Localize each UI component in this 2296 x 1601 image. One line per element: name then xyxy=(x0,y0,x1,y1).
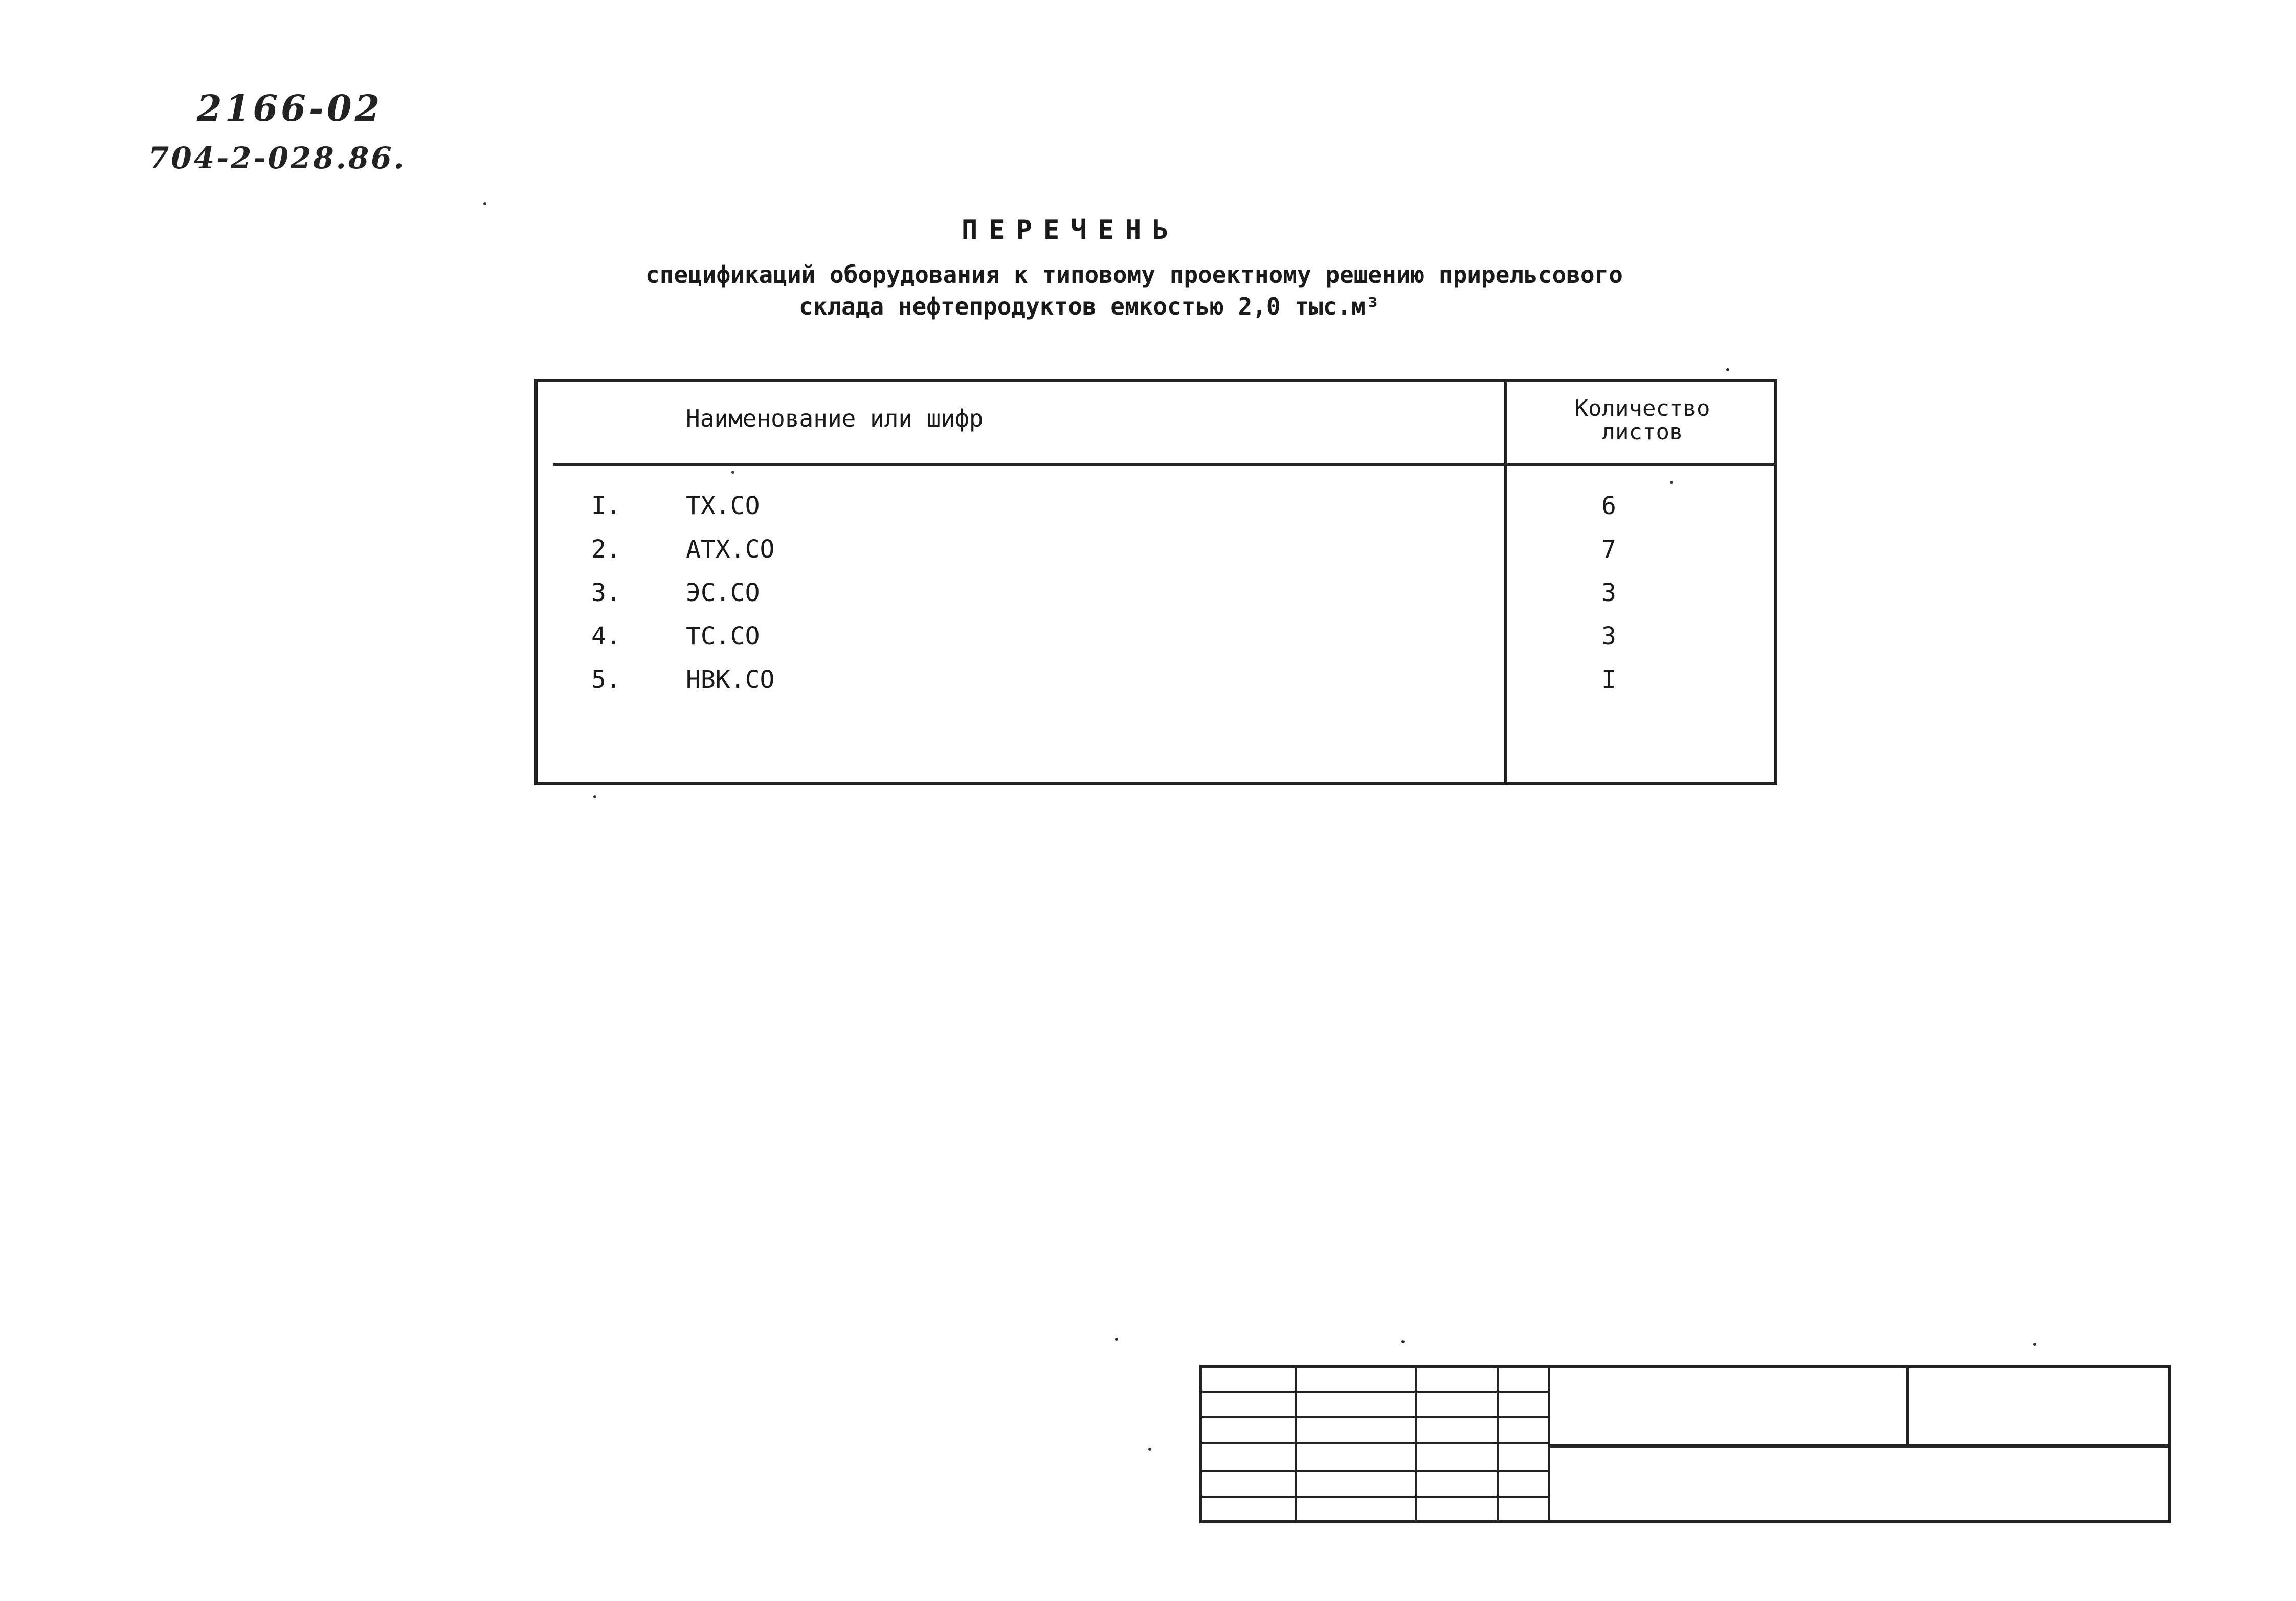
row-code: НВК.СО xyxy=(686,665,775,694)
row-quantity: 3 xyxy=(1601,579,1616,607)
title-block-stamp xyxy=(1199,1365,2171,1523)
scan-speck xyxy=(731,471,734,474)
table-header-divider xyxy=(553,463,1774,466)
stamp-line xyxy=(1202,1470,1548,1472)
stamp-line xyxy=(1548,1368,1550,1520)
stamp-line xyxy=(1202,1416,1548,1418)
table-row xyxy=(538,579,1774,619)
stamp-line xyxy=(1202,1496,1548,1498)
table-row xyxy=(538,665,1774,706)
stamp-line xyxy=(1202,1442,1548,1444)
row-quantity: I xyxy=(1601,665,1616,694)
header-count-line1: Количество xyxy=(1574,395,1710,421)
document-subtitle-line2: склада нефтепродуктов емкостью 2,0 тыс.м³ xyxy=(799,293,1380,320)
document-subtitle-line1: спецификаций оборудования к типовому проектному решению прирельсового xyxy=(645,261,1623,288)
row-quantity: 7 xyxy=(1601,535,1616,564)
scan-speck xyxy=(2033,1343,2036,1346)
row-number: I. xyxy=(591,492,621,520)
row-number: 5. xyxy=(591,665,621,694)
row-code: ТС.СО xyxy=(686,622,760,651)
row-code: АТХ.СО xyxy=(686,535,775,564)
row-quantity: 3 xyxy=(1601,622,1616,651)
scan-speck xyxy=(593,795,596,798)
table-row xyxy=(538,492,1774,532)
row-number: 4. xyxy=(591,622,621,651)
scan-speck xyxy=(1726,368,1729,371)
row-quantity: 6 xyxy=(1601,492,1616,520)
scan-speck xyxy=(1148,1448,1151,1451)
stamp-line xyxy=(1906,1368,1909,1444)
handwritten-sheet-number: 2166-02 xyxy=(197,87,383,129)
specification-table xyxy=(534,379,1777,785)
stamp-line xyxy=(1548,1444,2168,1448)
header-name-cell: Наименование или шифр xyxy=(686,405,984,432)
scan-speck xyxy=(483,202,486,205)
header-count-line2: листов xyxy=(1601,419,1683,445)
document-title: ПЕРЕЧЕНЬ xyxy=(962,215,1180,246)
stamp-line xyxy=(1202,1391,1548,1393)
row-number: 3. xyxy=(591,579,621,607)
row-code: ЭС.СО xyxy=(686,579,760,607)
row-code: ТХ.СО xyxy=(686,492,760,520)
table-row xyxy=(538,622,1774,663)
row-number: 2. xyxy=(591,535,621,564)
scan-speck xyxy=(1670,481,1673,484)
scan-speck xyxy=(1401,1340,1405,1343)
scan-speck xyxy=(1115,1338,1118,1341)
handwritten-project-code: 704-2-028.86. xyxy=(148,141,406,175)
table-row xyxy=(538,535,1774,576)
header-count-cell xyxy=(1514,397,1770,444)
